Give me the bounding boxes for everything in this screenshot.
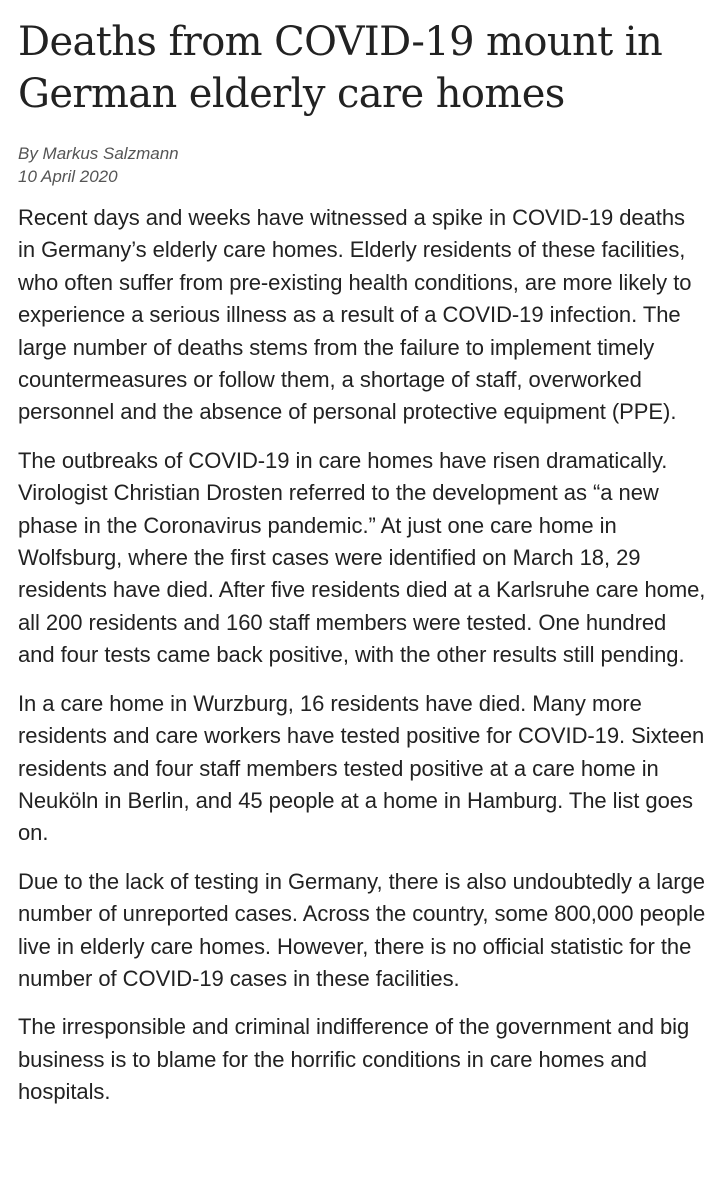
byline bbox=[18, 142, 708, 188]
article bbox=[18, 0, 708, 1125]
paragraph-5: The irresponsible and criminal indifference of the government and big business is to blame for the horrific conditions in care homes and hospitals. bbox=[18, 1014, 690, 1105]
paragraph-2: The outbreaks of COVID-19 in care homes have risen dramatically. Virologist Christian Drosten referred to the development as “a new phase in the Coronavirus pandemic.” At just one care home in Wolfsburg, where the first cases were identified on March 18, 29 residents have died. After five residents died at a Karlsruhe care home, all 200 residents and 160 staff members were tested. One hundred and four tests came back positive, with the other results still pending. bbox=[18, 447, 706, 668]
paragraph-3: In a care home in Wurzburg, 16 residents have died. Many more residents and care workers have tested positive for COVID-19. Sixteen residents and four staff members tested positive at a care home in Neuköln in Berlin, and 45 people at a home in Hamburg. The list goes on. bbox=[18, 690, 705, 846]
paragraph-4: Due to the lack of testing in Germany, there is also undoubtedly a large number of unreported cases. Across the country, some 800,000 people live in elderly care homes. However, there is no official statistic for the number of COVID-19 cases in these facilities. bbox=[18, 868, 706, 991]
paragraph-1: Recent days and weeks have witnessed a spike in COVID-19 deaths in Germany’s elderly care homes. Elderly residents of these facilities, who often suffer from pre-existing health conditions, are more likely to experience a serious illness as a result of a COVID-19 infection. The large number of deaths stems from the failure to implement timely countermeasures or follow them, a shortage of staff, overworked personnel and the absence of personal protective equipment (PPE). bbox=[18, 205, 692, 425]
article-headline: Deaths from COVID-19 mount in German elderly care homes bbox=[18, 19, 663, 117]
article-body bbox=[18, 202, 708, 1109]
author[interactable]: By Markus Salzmann bbox=[18, 144, 179, 163]
publish-date: 10 April 2020 bbox=[18, 167, 118, 186]
